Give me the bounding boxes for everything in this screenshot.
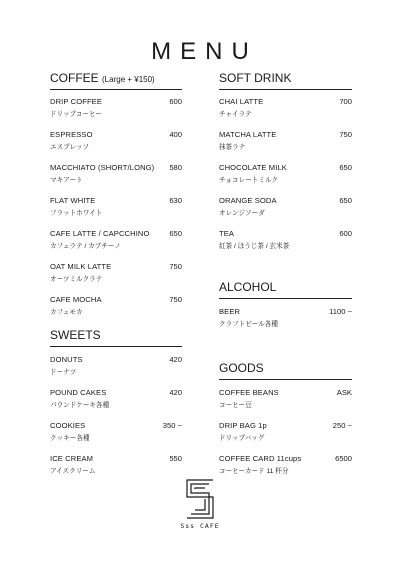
item-name: OAT MILK LATTE <box>50 262 112 271</box>
item-name: POUND CAKES <box>50 388 107 397</box>
item-price: 650 <box>169 229 182 238</box>
menu-item-cafe-latte <box>50 229 182 250</box>
item-japanese-name: コーヒー豆 <box>219 402 252 409</box>
item-price: 420 <box>169 355 182 364</box>
item-japanese-name: オーツミルクラテ <box>50 276 103 283</box>
sss-cafe-logo-icon <box>185 478 215 520</box>
item-name: DONUTS <box>50 355 83 364</box>
item-price: 630 <box>169 196 182 205</box>
item-japanese-name: ドーナツ <box>50 369 77 376</box>
item-japanese-name: ドリップコーヒー <box>50 111 102 118</box>
item-name: DRIP COFFEE <box>50 97 103 106</box>
item-price: 600 <box>339 229 352 238</box>
item-name: ESPRESSO <box>50 130 93 139</box>
item-japanese-name: チャイラテ <box>219 111 252 118</box>
sweets-section <box>50 328 182 347</box>
item-price: 350 ~ <box>162 421 182 430</box>
item-price: 250 ~ <box>332 421 352 430</box>
menu-item-coffee-card <box>219 454 352 475</box>
menu-item-orange-soda <box>219 196 352 217</box>
menu-item-tea <box>219 229 352 250</box>
item-price: 580 <box>169 163 182 172</box>
coffee-size-note: (Large + ¥150) <box>102 75 155 84</box>
soft-drink-section <box>219 71 352 90</box>
alcohol-heading: ALCOHOL <box>219 280 352 299</box>
item-name: BEER <box>219 307 241 316</box>
item-name: COFFEE CARD 11cups <box>219 454 302 463</box>
coffee-section <box>50 71 182 90</box>
item-name: ORANGE SODA <box>219 196 277 205</box>
menu-item-oat-milk-latte <box>50 262 182 283</box>
menu-item-espresso <box>50 130 182 151</box>
item-name: MACCHIATO (SHORT/LONG) <box>50 163 155 172</box>
item-price: 750 <box>169 262 182 271</box>
menu-item-drip-coffee <box>50 97 182 118</box>
item-japanese-name: ドリップバッグ <box>219 435 265 442</box>
item-name: COOKIES <box>50 421 86 430</box>
item-price: 650 <box>339 196 352 205</box>
menu-item-matcha-latte <box>219 130 352 151</box>
item-name: DRIP BAG 1p <box>219 421 267 430</box>
menu-item-chai-latte <box>219 97 352 118</box>
sweets-heading: SWEETS <box>50 328 182 347</box>
alcohol-section <box>219 280 352 299</box>
menu-item-flat-white <box>50 196 182 217</box>
menu-item-cookies <box>50 421 182 442</box>
item-name: TEA <box>219 229 235 238</box>
menu-item-drip-bag <box>219 421 352 442</box>
item-name: CAFE LATTE / CAPCCHINO <box>50 229 150 238</box>
menu-item-beer <box>219 307 352 328</box>
menu-item-chocolate-milk <box>219 163 352 184</box>
item-japanese-name: カフェラテ / カプチーノ <box>50 243 121 250</box>
item-japanese-name: マキアート <box>50 177 83 184</box>
item-japanese-name: パウンドケーキ各種 <box>50 402 110 409</box>
item-price: 550 <box>169 454 182 463</box>
menu-title: MENU <box>151 38 258 65</box>
item-name: FLAT WHITE <box>50 196 96 205</box>
item-price: 6500 <box>335 454 352 463</box>
item-price: 750 <box>169 295 182 304</box>
menu-item-coffee-beans <box>219 388 352 409</box>
logo-text: Sss CAFE <box>180 522 220 530</box>
item-japanese-name: アイスクリーム <box>50 468 96 475</box>
item-japanese-name: コーヒーカード 11 杯分 <box>219 468 289 475</box>
item-price: 1100 ~ <box>329 307 352 316</box>
item-price: 750 <box>339 130 352 139</box>
item-name: MATCHA LATTE <box>219 130 277 139</box>
item-japanese-name: オレンジソーダ <box>219 210 265 217</box>
item-japanese-name: エスプレッソ <box>50 144 90 151</box>
item-japanese-name: チョコレートミルク <box>219 177 279 184</box>
item-name: CHAI LATTE <box>219 97 264 106</box>
coffee-heading <box>50 71 182 90</box>
item-japanese-name: フラットホワイト <box>50 210 103 217</box>
item-price: 400 <box>169 130 182 139</box>
item-japanese-name: カフェモカ <box>50 309 83 316</box>
item-name: CHOCOLATE MILK <box>219 163 287 172</box>
soft-drink-heading: SOFT DRINK <box>219 71 352 90</box>
item-japanese-name: クラフトビール各種 <box>219 321 278 328</box>
coffee-heading-label: COFFEE <box>50 71 99 85</box>
menu-item-macchiato <box>50 163 182 184</box>
item-name: CAFE MOCHA <box>50 295 102 304</box>
item-price: ASK <box>336 388 352 397</box>
item-japanese-name: クッキー各種 <box>50 435 90 442</box>
item-price: 650 <box>339 163 352 172</box>
goods-heading: GOODS <box>219 361 352 380</box>
item-price: 420 <box>169 388 182 397</box>
item-japanese-name: 紅茶 / ほうじ茶 / 玄米茶 <box>219 243 290 250</box>
item-name: COFFEE BEANS <box>219 388 279 397</box>
menu-item-cafe-mocha <box>50 295 182 316</box>
item-name: ICE CREAM <box>50 454 94 463</box>
menu-item-pound-cakes <box>50 388 182 409</box>
item-price: 600 <box>169 97 182 106</box>
cafe-logo <box>180 478 220 534</box>
goods-section <box>219 361 352 380</box>
item-japanese-name: 抹茶ラテ <box>219 144 246 151</box>
menu-item-donuts <box>50 355 182 376</box>
item-price: 700 <box>339 97 352 106</box>
menu-item-ice-cream <box>50 454 182 475</box>
